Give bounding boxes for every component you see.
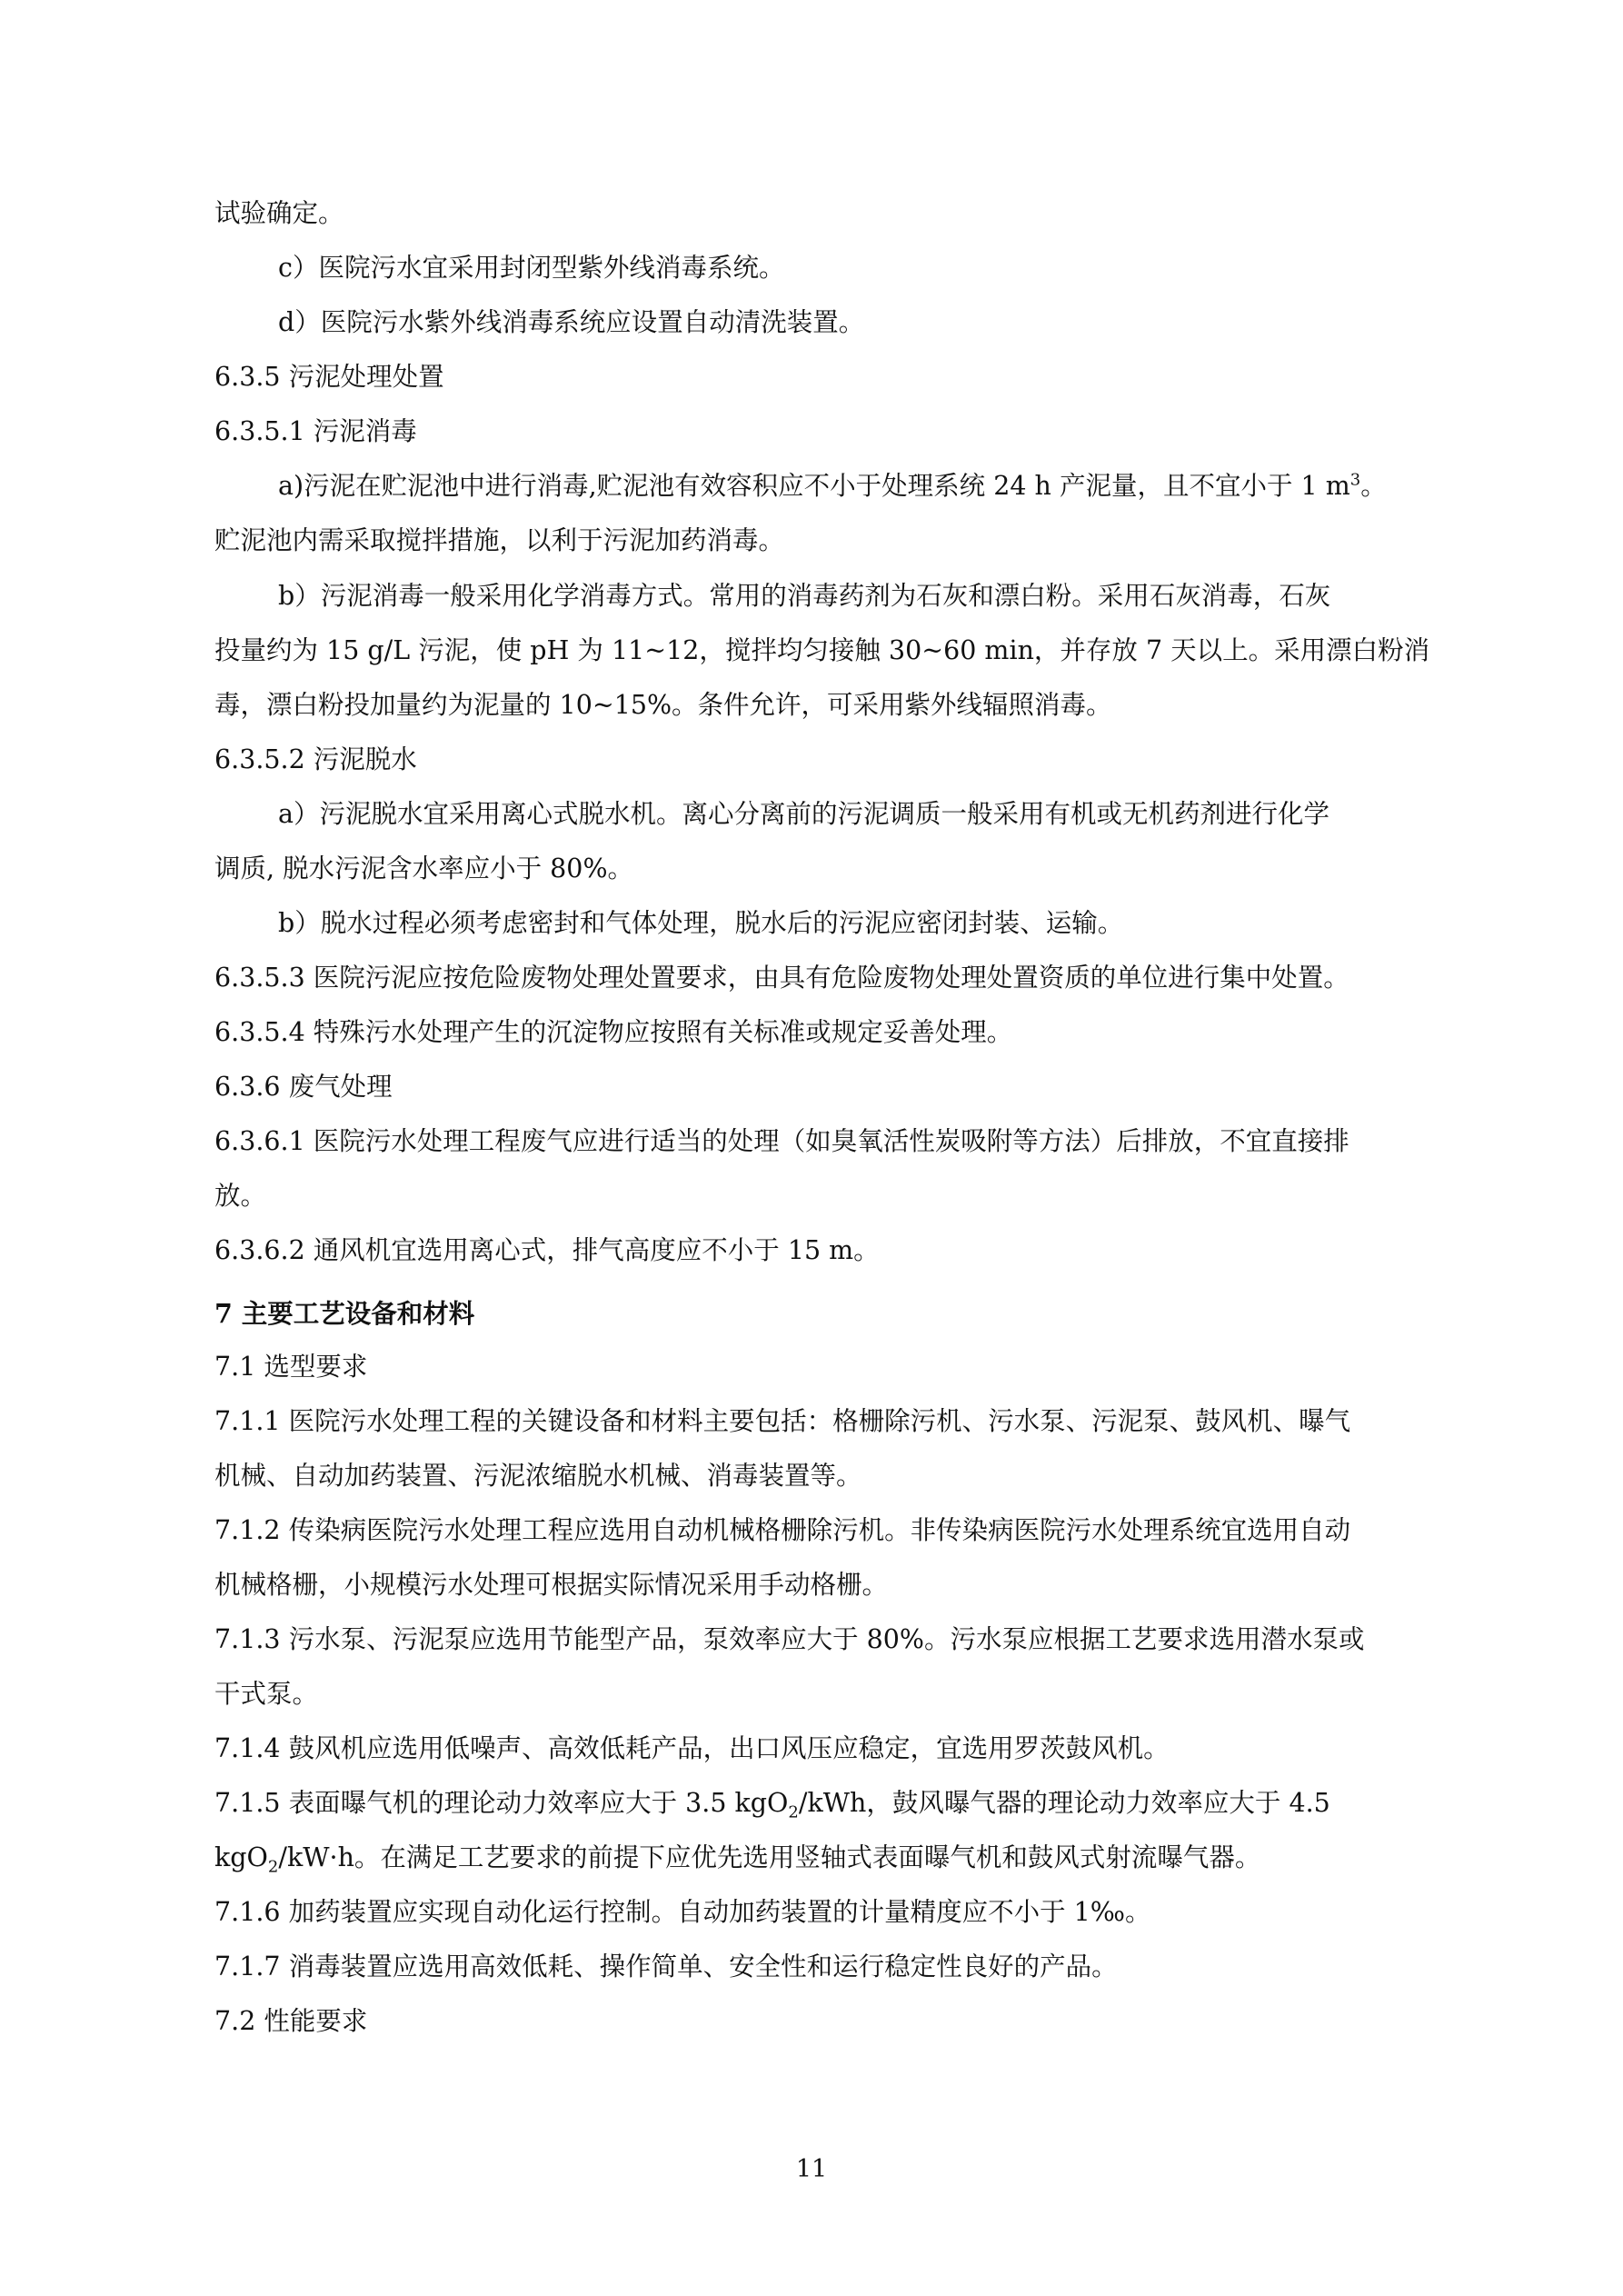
text-line: 投量约为 15 g/L 污泥，使 pH 为 11~12，搅拌均匀接触 30~60 min，并存放 7 天以上。采用漂白粉消 bbox=[214, 635, 1430, 665]
text-line bbox=[278, 468, 1387, 504]
text-line: 贮泥池内需采取搅拌措施，以利于污泥加药消毒。 bbox=[214, 525, 785, 555]
text-span: kgO bbox=[214, 1842, 268, 1872]
superscript: 3 bbox=[1349, 470, 1361, 490]
subsection-heading: 6.3.5.2 污泥脱水 bbox=[214, 744, 417, 774]
text-line: 机械格栅，小规模污水处理可根据实际情况采用手动格栅。 bbox=[214, 1570, 889, 1600]
list-item-b: b）污泥消毒一般采用化学消毒方式。常用的消毒药剂为石灰和漂白粉。采用石灰消毒，石灰 bbox=[278, 581, 1331, 611]
clause-line: 7.1.1 医院污水处理工程的关键设备和材料主要包括：格栅除污机、污水泵、污泥泵、鼓风机、曝气 bbox=[214, 1406, 1351, 1436]
text-span: 7.1.5 表面曝气机的理论动力效率应大于 3.5 kgO bbox=[214, 1788, 789, 1818]
clause-line: 7.1.4 鼓风机应选用低噪声、高效低耗产品，出口风压应稳定，宜选用罗茨鼓风机。 bbox=[214, 1733, 1170, 1763]
text-line bbox=[214, 1840, 1260, 1876]
clause-line bbox=[214, 1785, 1330, 1822]
text-span: /kW·h。在满足工艺要求的前提下应优先选用竖轴式表面曝气机和鼓风式射流曝气器。 bbox=[278, 1842, 1261, 1872]
text-span: a)污泥在贮泥池中进行消毒,贮泥池有效容积应不小于处理系统 24 h 产泥量，且不宜小于 1 m bbox=[278, 471, 1350, 501]
clause-line: 6.3.6.2 通风机宜选用离心式，排气高度应不小于 15 m。 bbox=[214, 1235, 880, 1265]
text-line: 毒，漂白粉投加量约为泥量的 10~15%。条件允许，可采用紫外线辐照消毒。 bbox=[214, 690, 1112, 720]
clause-line: 6.3.5.4 特殊污水处理产生的沉淀物应按照有关标准或规定妥善处理。 bbox=[214, 1017, 1013, 1047]
text-span: /kWh，鼓风曝气器的理论动力效率应大于 4.5 bbox=[798, 1788, 1330, 1818]
text-line: 试验确定。 bbox=[214, 198, 344, 228]
subsection-heading: 6.3.5.1 污泥消毒 bbox=[214, 416, 417, 446]
text-span: 。 bbox=[1360, 471, 1387, 501]
section-heading: 7.2 性能要求 bbox=[214, 2006, 368, 2036]
text-line: 机械、自动加药装置、污泥浓缩脱水机械、消毒装置等。 bbox=[214, 1461, 862, 1491]
section-heading: 7.1 选型要求 bbox=[214, 1352, 368, 1382]
text-line: 干式泵。 bbox=[214, 1679, 319, 1709]
clause-line: 6.3.5.3 医院污泥应按危险废物处理处置要求，由具有危险废物处理处置资质的单位进行集中处置。 bbox=[214, 963, 1349, 993]
section-heading: 6.3.5 污泥处理处置 bbox=[214, 362, 444, 392]
list-item-c: c）医院污水宜采用封闭型紫外线消毒系统。 bbox=[278, 253, 785, 283]
clause-line: 7.1.3 污水泵、污泥泵应选用节能型产品，泵效率应大于 80%。污水泵应根据工艺要求选用潜水泵或 bbox=[214, 1624, 1365, 1654]
list-item-a: a）污泥脱水宜采用离心式脱水机。离心分离前的污泥调质一般采用有机或无机药剂进行化学 bbox=[278, 799, 1329, 829]
text-line: 调质, 脱水污泥含水率应小于 80%。 bbox=[214, 854, 634, 883]
clause-line: 6.3.6.1 医院污水处理工程废气应进行适当的处理（如臭氧活性炭吸附等方法）后排放，不宜直接排 bbox=[214, 1126, 1349, 1156]
list-item-d: d）医院污水紫外线消毒系统应设置自动清洗装置。 bbox=[278, 307, 865, 337]
clause-line: 7.1.6 加药装置应实现自动化运行控制。自动加药装置的计量精度应不小于 1‰。 bbox=[214, 1897, 1151, 1927]
chapter-heading: 7 主要工艺设备和材料 bbox=[214, 1298, 475, 1329]
clause-line: 7.1.2 传染病医院污水处理工程应选用自动机械格栅除污机。非传染病医院污水处理系统宜选用自动 bbox=[214, 1515, 1351, 1545]
page-number: 11 bbox=[795, 2155, 828, 2183]
subscript: 2 bbox=[788, 1802, 799, 1822]
subscript: 2 bbox=[267, 1857, 279, 1877]
section-heading: 6.3.6 废气处理 bbox=[214, 1072, 393, 1102]
clause-line: 7.1.7 消毒装置应选用高效低耗、操作简单、安全性和运行稳定性良好的产品。 bbox=[214, 1952, 1118, 1982]
list-item-b: b）脱水过程必须考虑密封和气体处理，脱水后的污泥应密闭封装、运输。 bbox=[278, 908, 1124, 938]
text-line: 放。 bbox=[214, 1181, 267, 1211]
